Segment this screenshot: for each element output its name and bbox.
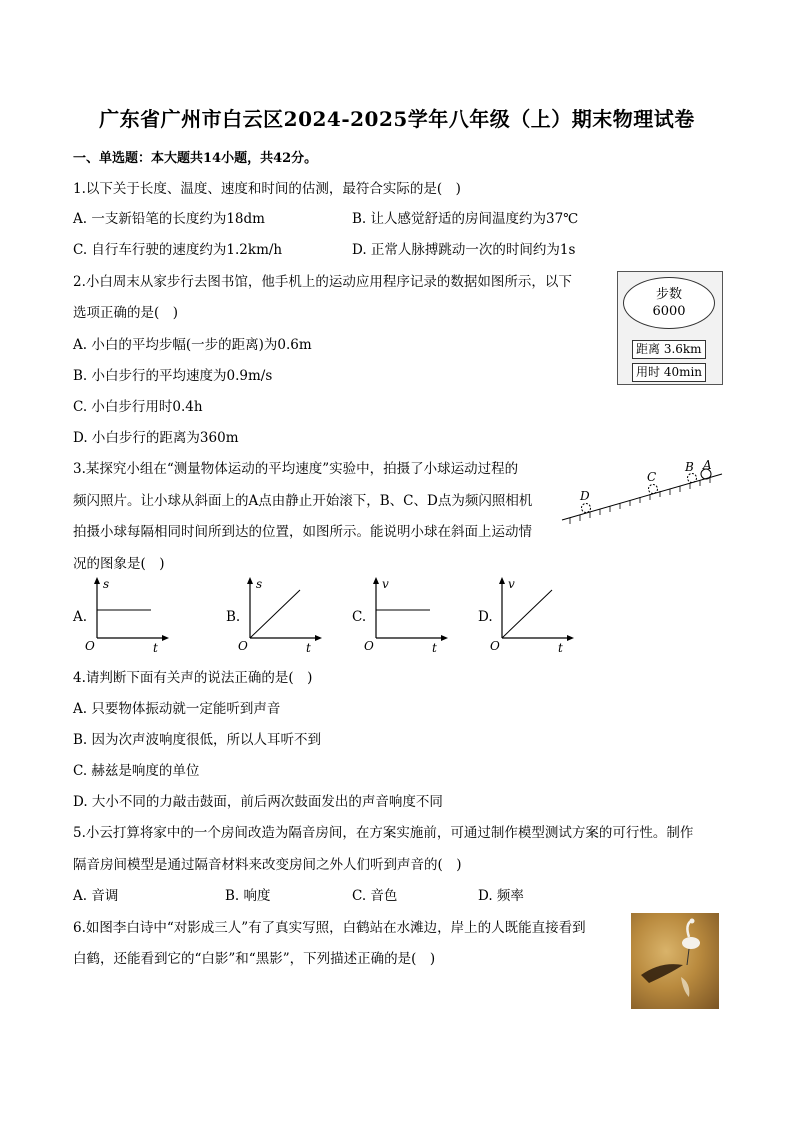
q1-option-b: B. 让人感觉舒适的房间温度约为37℃ [352,211,579,227]
y-axis-label: s [103,577,110,591]
x-axis-label: t [153,641,158,654]
q1-option-a: A. 一支新铅笔的长度约为18dm [73,211,265,227]
q4-stem: 4.请判断下面有关声的说法正确的是( ) [73,670,313,686]
q5-option-c: C. 音色 [352,888,398,904]
y-axis-arrow [499,577,505,584]
ball-d [582,504,591,513]
q3-stem-line2: 频闪照片。让小球从斜面上的A点由静止开始滚下，B、C、D点为频闪照相机 [73,493,533,509]
q4-option-d: D. 大小不同的力敲击鼓面，前后两次鼓面发出的声音响度不同 [73,794,443,810]
steps-bubble [623,277,715,329]
q4-option-c: C. 赫兹是响度的单位 [73,763,200,779]
y-axis-arrow [373,577,379,584]
q2-option-b: B. 小白步行的平均速度为0.9m/s [73,368,273,384]
q3-graph-d [490,574,580,654]
page-title: 广东省广州市白云区2024-2025学年八年级（上）期末物理试卷 [99,107,695,131]
q4-option-b: B. 因为次声波响度很低，所以人耳听不到 [73,732,322,748]
q5-stem-line1: 5.小云打算将家中的一个房间改造为隔音房间，在方案实施前，可通过制作模型测试方案的可行性。制作 [73,825,694,841]
q1-stem: 1.以下关于长度、温度、速度和时间的估测，最符合实际的是( ) [73,181,461,197]
q2-stem-line1: 2.小白周末从家步行去图书馆，他手机上的运动应用程序记录的数据如图所示，以下 [73,274,572,290]
x-axis-label: t [558,641,563,654]
crane-leg [687,949,689,965]
ball-c [649,485,658,494]
origin-label: O [490,639,500,653]
y-axis-label: s [256,577,263,591]
q3-graph-option-d: D. [478,609,493,625]
q6-stem-line1: 6.如图李白诗中“对影成三人”有了真实写照，白鹤站在水滩边，岸上的人既能直接看到 [73,920,586,936]
graph-line [502,590,552,638]
point-a-label: A [703,458,712,472]
x-axis-label: t [432,641,437,654]
q3-graph-option-c: C. [352,609,367,625]
steps-label: 步数 [655,287,682,302]
q4-option-a: A. 只要物体振动就一定能听到声音 [73,701,281,717]
origin-label: O [85,639,95,653]
q5-stem-line2: 隔音房间模型是通过隔音材料来改变房间之外人们听到声音的( ) [73,857,462,873]
y-axis-label: v [382,577,389,591]
q3-graph-option-b: B. [226,609,241,625]
distance-label: 距离 3.6km [632,340,706,359]
x-axis-arrow [162,635,169,641]
q5-option-a: A. 音调 [73,888,119,904]
crane-photo [631,913,719,1009]
q5-option-d: D. 频率 [478,888,524,904]
q2-option-a: A. 小白的平均步幅(一步的距离)为0.6m [73,337,312,353]
q3-graph-b [238,574,328,654]
incline-hatching [570,477,710,524]
q1-option-c: C. 自行车行驶的速度约为1.2km/h [73,242,283,258]
black-shadow [641,964,683,983]
q3-stem-line1: 3.某探究小组在“测量物体运动的平均速度”实验中，拍摄了小球运动过程的 [73,461,519,477]
q5-option-b: B. 响度 [225,888,271,904]
y-axis-arrow [247,577,253,584]
x-axis-arrow [441,635,448,641]
time-label: 用时 40min [632,363,706,382]
point-d-label: D [580,489,590,503]
graph-line [250,590,300,638]
ball-b [688,474,697,483]
q3-graph-option-a: A. [73,609,88,625]
y-axis-label: v [508,577,515,591]
crane-head [690,919,695,924]
x-axis-arrow [315,635,322,641]
q3-graph-c [364,574,454,654]
crane-illustration [631,913,719,1009]
crane-neck [687,921,691,937]
x-axis-label: t [306,641,311,654]
q2-option-c: C. 小白步行用时0.4h [73,399,203,415]
q3-stem-line4: 况的图象是( ) [73,556,165,572]
steps-value: 6000 [652,304,686,319]
q3-stem-line3: 拍摄小球每隔相同时间所到达的位置，如图所示。能说明小球在斜面上运动情 [73,524,532,540]
origin-label: O [238,639,248,653]
point-b-label: B [685,460,694,474]
q3-graph-a [85,574,175,654]
y-axis-arrow [94,577,100,584]
white-reflection [681,977,689,997]
q2-option-d: D. 小白步行的距离为360m [73,430,239,446]
crane-body [682,937,700,949]
point-c-label: C [647,470,657,484]
incline-figure [556,452,726,532]
section-heading: 一、单选题：本大题共14小题，共42分。 [73,151,318,166]
q6-stem-line2: 白鹤，还能看到它的“白影”和“黑影”，下列描述正确的是( ) [73,951,436,967]
x-axis-arrow [567,635,574,641]
origin-label: O [364,639,374,653]
q2-stem-line2: 选项正确的是( ) [73,305,179,321]
q1-option-d: D. 正常人脉搏跳动一次的时间约为1s [352,242,576,258]
